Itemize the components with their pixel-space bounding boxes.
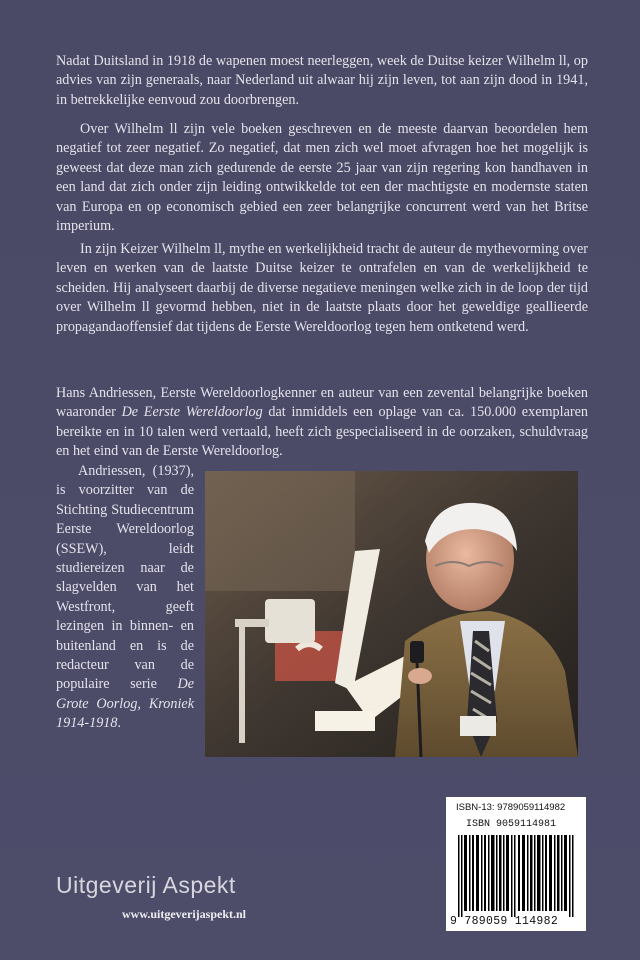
blurb-paragraph-1: Nadat Duitsland in 1918 de wapenen moest neerleggen, week de Duitse keizer Wilhelm ll, op advies van zijn generaals, naar Nederland uit alwaar hij zijn leven, tot aan zijn dood in 1941, in betrekkelijke eenvoud zou doorbrengen. [56,53,588,108]
author-bio [56,462,194,734]
publisher-website[interactable]: www.uitgeverijaspekt.nl [122,907,246,921]
bio-text-a: Andriessen, (1937), is voorzitter van de Stichting Studiecentrum Eerste Wereldoorlog (SSEW), leidt studiereizen naar de slagvelden van het Westfront, geeft lezingen in binnen- en buitenland en is de redacteur van de populaire serie [56,463,194,693]
barcode-digits: 9 789059 114982 [450,915,559,928]
author-text-a: Hans Andriessen, Eerste Wereldoorlogkenner en auteur van een zevental belangrijke boeken waaronder [56,385,588,421]
isbn13-label: ISBN-13: 9789059114982 [456,802,566,813]
blurb-paragraph-3: In zijn Keizer Wilhelm ll, mythe en werkelijkheid tracht de auteur de mythevorming over leven en werken van de laatste Duitse keizer te ontrafelen en van de werkelijkheid te scheiden. Hij analyseert daarbij de diverse negatieve meningen welke zich in de loop der tijd over Wilhelm ll gevormd hebben, niet in de laatste plaats door het geweldige geallieerde propagandaoffensief dat tijdens de Eerste Wereldoorlog tegen hem ontketend werd. [56,241,588,335]
isbn10-label: ISBN 9059114981 [466,819,557,830]
author-paragraph [56,384,588,462]
author-photo-illustration [205,471,578,757]
series-title: De Grote Oorlog, Kroniek 1914-1918 [56,676,194,732]
author-text-b: dat inmiddels een oplage van ca. 150.000 exemplaren bereikte en in 10 talen werd vertaald, heeft zich gespecialiseerd in de oorzaken, schuldvraag en het eind van de Eerste Wereldoorlog. [56,404,588,460]
author-photo [205,471,578,757]
blurb-paragraph-2: Over Wilhelm ll zijn vele boeken geschreven en de meeste daarvan beoordelen hem negatief tot zeer negatief. Zo negatief, dat men zich wel moet afvragen hoe het mogelijk is geweest dat deze man zich gedurende de eerste 25 jaar van zijn regering kon handhaven in een land dat zich onder zijn leiding ontwikkelde tot een der machtigste en modernste staten van Europa en op economisch gebied een zeer belangrijke concurrent werd van het Britse imperium. [56,121,588,235]
bio-text-b: . [117,715,122,732]
book-title-wereldoorlog: De Eerste Wereldoorlog [121,404,263,421]
isbn-barcode [446,797,586,931]
barcode-bars [458,835,574,917]
publisher-logo: Uitgeverij Aspekt [56,872,236,898]
